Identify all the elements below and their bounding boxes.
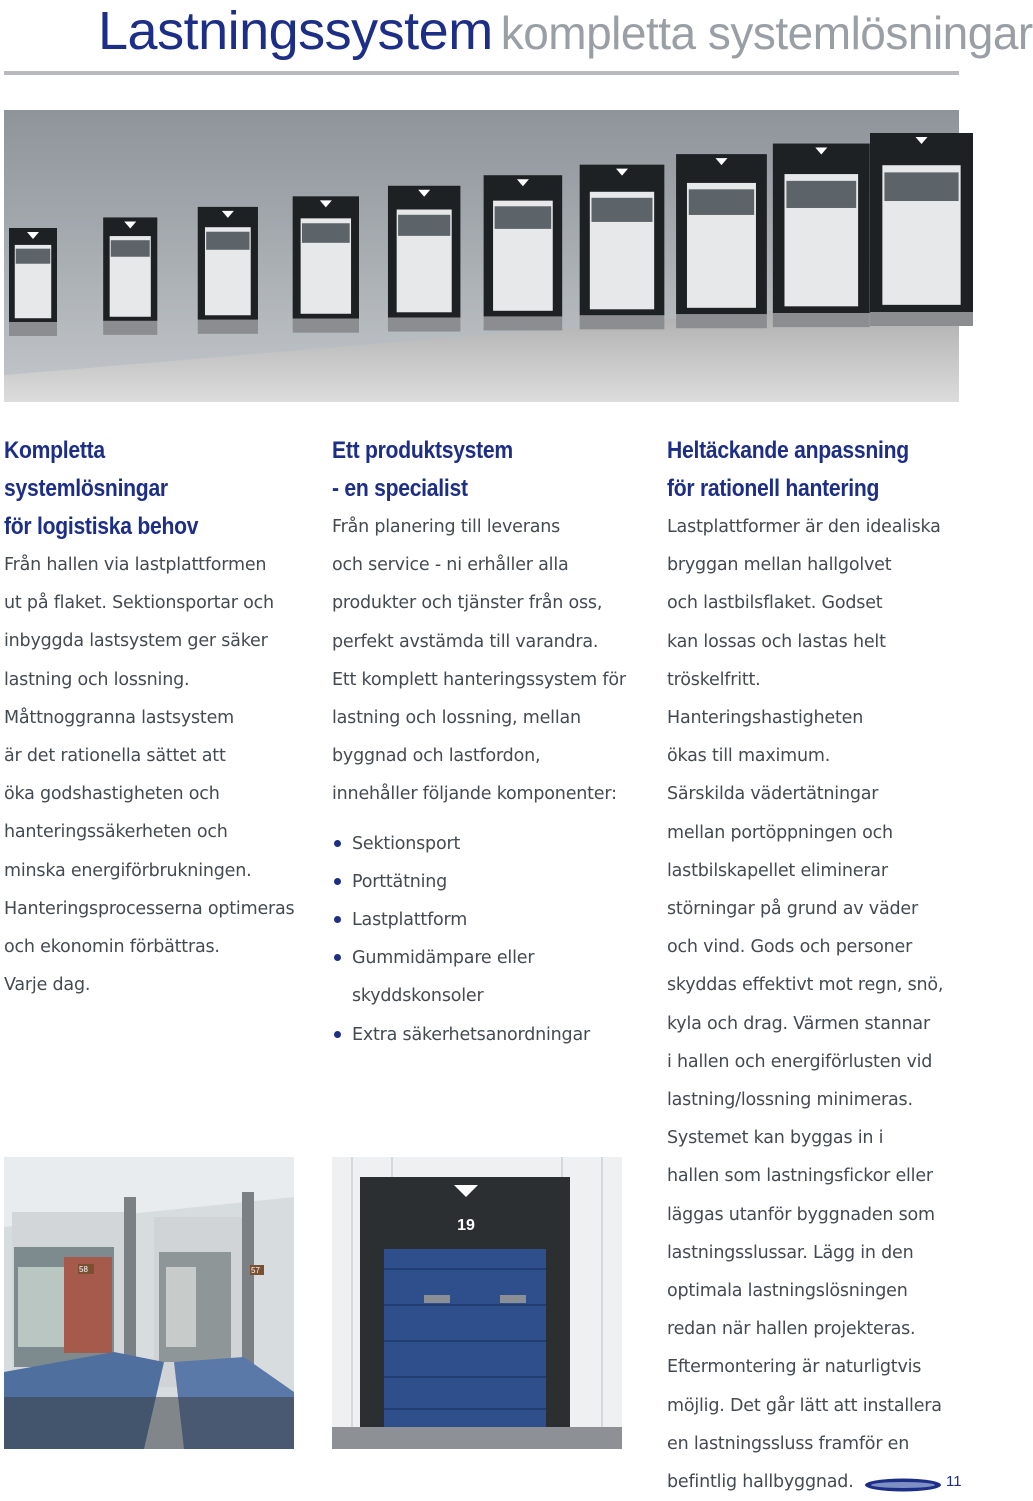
- dock-door-window: [16, 249, 51, 264]
- column-1-text: Från hallen via lastplattformen ut på flaket. Sektionsportar och inbyggda lastsystem ger säker lastning och lossning. Måttnoggranna lastsystem är det rationella sättet att öka godshastigheten och hanteringssäkerheten och minska energiförbrukningen. Hanteringsprocesserna optimeras och ekonomin förbättras. Varje dag.: [4, 555, 295, 996]
- dock-ramp: [773, 313, 870, 327]
- dock-door-window: [111, 240, 150, 257]
- dock-ramp: [103, 321, 157, 335]
- brand-logo-icon: [864, 1478, 942, 1492]
- dock-ramp: [676, 314, 767, 328]
- page-number: 11: [946, 1473, 962, 1490]
- dock-ramp: [293, 319, 359, 333]
- door-seal-photo: [332, 1157, 622, 1449]
- component-list: [332, 825, 632, 1054]
- list-item: Porttätning: [332, 863, 632, 901]
- title-sub: kompletta systemlösningar: [500, 7, 1033, 59]
- dock-door-window: [592, 198, 653, 222]
- dock-ramp: [9, 322, 57, 336]
- dock-ramp: [484, 316, 563, 330]
- dock-ramp: [388, 318, 460, 332]
- dock-number-58: 58: [79, 1265, 88, 1274]
- interior-docks-photo: [4, 1157, 294, 1449]
- loading-docks-photo: [4, 110, 959, 402]
- dock-door-window: [884, 172, 958, 201]
- dock-door-window: [495, 206, 552, 229]
- dock-door-window: [206, 232, 249, 250]
- column-1-heading: Kompletta systemlösningar för logistiska behov: [4, 437, 199, 540]
- title-main: Lastningssystem: [98, 1, 493, 61]
- list-item: Gummidämpare eller skyddskonsoler: [332, 939, 632, 1015]
- column-2-heading: Ett produktsystem - en specialist: [332, 437, 513, 502]
- dock-door-window: [689, 189, 754, 215]
- dock-ramp: [198, 320, 258, 334]
- column-product-system: [332, 432, 632, 1054]
- door-number: 19: [457, 1217, 475, 1234]
- dock-door-window: [786, 181, 856, 208]
- column-complete-solutions: [4, 432, 304, 1004]
- list-item: Lastplattform: [332, 901, 632, 939]
- list-item: Extra säkerhetsanordningar: [332, 1016, 632, 1054]
- dock-number-57: 57: [251, 1266, 260, 1275]
- column-full-adaptation: [667, 432, 959, 1501]
- header-rule: [4, 71, 959, 75]
- page-title: [98, 0, 1033, 66]
- dock-ramp: [580, 315, 665, 329]
- column-3-heading: Heltäckande anpassning för rationell hantering: [667, 437, 909, 502]
- dock-door-window: [302, 223, 350, 243]
- dock-door-window: [398, 215, 450, 236]
- dock-ramp: [870, 312, 973, 326]
- list-item: Sektionsport: [332, 825, 632, 863]
- column-2-text: Från planering till leverans och service - ni erhåller alla produkter och tjänster från oss, perfekt avstämda till varandra. Ett komplett hanteringssystem för lastning och lossning, mellan byggnad och lastfordon, innehåller följande komponenter:: [332, 517, 626, 805]
- column-3-text: Lastplattformer är den idealiska bryggan mellan hallgolvet och lastbilsflaket. Godset kan lossas och lastas helt tröskelfritt. Hanteringshastigheten ökas till maximum. Särskilda vädertätningar mellan portöppningen och lastbilskapellet eliminerar störningar på grund av väder och vind. Gods och personer skyddas effektivt mot regn, snö, kyla och drag. Värmen stannar i hallen och energiförlusten vid lastning/lossning minimeras. Systemet kan byggas in i hallen som lastningsfickor eller läggas utanför byggnaden som lastningsslussar. Lägg in den optimala lastningslösningen redan när hallen projekteras. Eftermontering är naturligtvis möjlig. Det går lätt att installera en lastningssluss framför en befintlig hallbyggnad.: [667, 517, 944, 1493]
